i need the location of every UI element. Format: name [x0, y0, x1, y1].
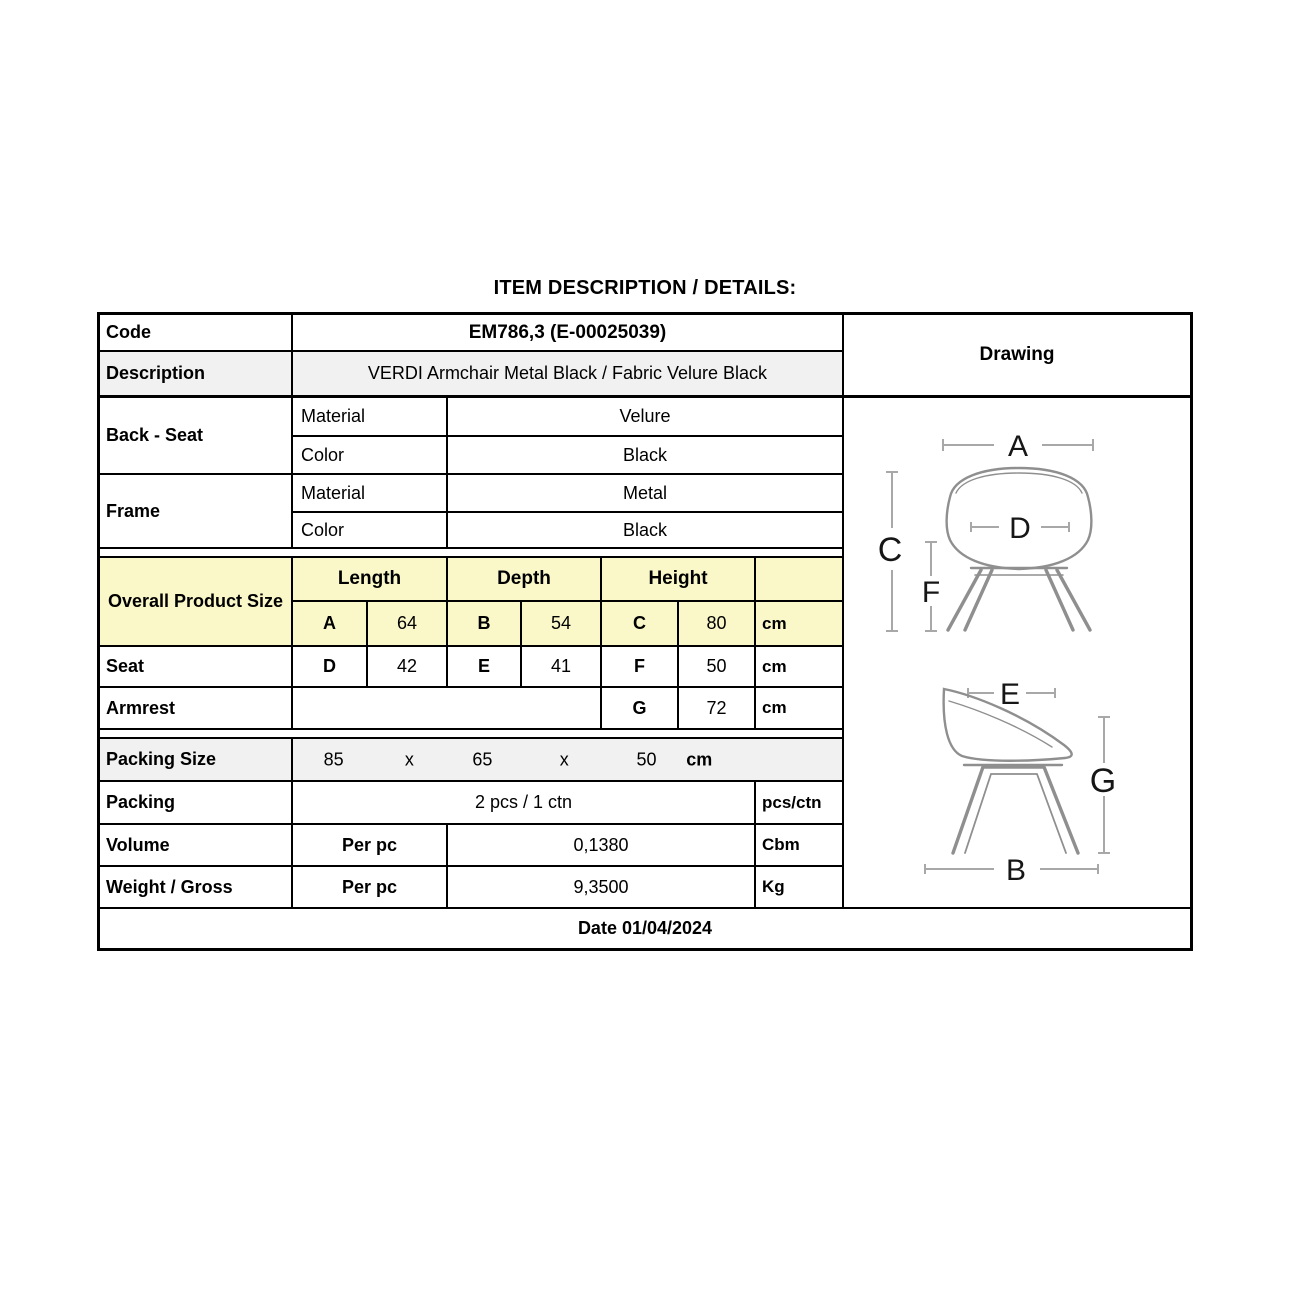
- armrest-blank: [293, 688, 602, 730]
- dim-label-c: C: [877, 531, 903, 569]
- frame-material-value: Metal: [448, 475, 844, 513]
- seat-length-value: 42: [368, 647, 448, 688]
- back-seat-material-value: Velure: [448, 398, 844, 437]
- packing-size-sep2: x: [559, 749, 569, 769]
- chair-drawing: [844, 398, 1188, 907]
- date-row: Date 01/04/2024: [100, 909, 1190, 948]
- seat-unit: cm: [756, 647, 844, 688]
- overall-height-key: C: [602, 602, 679, 647]
- chair-side-sketch: [944, 689, 1078, 853]
- depth-header: Depth: [448, 558, 602, 602]
- back-seat-color-value: Black: [448, 437, 844, 475]
- weight-unit: Kg: [756, 867, 844, 909]
- frame-label: Frame: [100, 475, 293, 549]
- weight-value: 9,3500: [448, 867, 756, 909]
- armrest-label: Armrest: [100, 688, 293, 730]
- seat-label: Seat: [100, 647, 293, 688]
- seat-length-key: D: [293, 647, 368, 688]
- armrest-height-value: 72: [679, 688, 756, 730]
- overall-depth-key: B: [448, 602, 522, 647]
- armrest-unit: cm: [756, 688, 844, 730]
- packing-label: Packing: [100, 782, 293, 825]
- dim-label-f: F: [921, 576, 941, 609]
- back-seat-label: Back - Seat: [100, 398, 293, 475]
- length-header: Length: [293, 558, 448, 602]
- overall-depth-value: 54: [522, 602, 602, 647]
- section-spacer: [100, 549, 844, 558]
- armrest-height-key: G: [602, 688, 679, 730]
- seat-depth-key: E: [448, 647, 522, 688]
- chair-front-sketch: [947, 468, 1092, 630]
- seat-height-value: 50: [679, 647, 756, 688]
- description-value: VERDI Armchair Metal Black / Fabric Velure Black: [293, 352, 844, 398]
- overall-size-label: Overall Product Size: [100, 558, 293, 647]
- overall-height-value: 80: [679, 602, 756, 647]
- frame-color-label: Color: [293, 513, 448, 549]
- packing-size-unit: cm: [686, 749, 713, 769]
- packing-size-label: Packing Size: [100, 739, 293, 782]
- packing-size-length: 85: [323, 749, 344, 769]
- height-header: Height: [602, 558, 756, 602]
- drawing-area: [844, 398, 1190, 909]
- dim-label-g: G: [1089, 762, 1117, 800]
- frame-material-label: Material: [293, 475, 448, 513]
- dim-label-e: E: [999, 678, 1021, 711]
- weight-basis: Per pc: [293, 867, 448, 909]
- overall-length-key: A: [293, 602, 368, 647]
- dim-label-d: D: [1009, 512, 1031, 545]
- volume-label: Volume: [100, 825, 293, 867]
- back-seat-color-label: Color: [293, 437, 448, 475]
- code-label: Code: [100, 315, 293, 352]
- description-label: Description: [100, 352, 293, 398]
- page-title: ITEM DESCRIPTION / DETAILS:: [493, 277, 797, 299]
- frame-color-value: Black: [448, 513, 844, 549]
- weight-label: Weight / Gross: [100, 867, 293, 909]
- item-details-table: [97, 312, 1193, 951]
- packing-size-sep1: x: [404, 749, 414, 769]
- packing-size-value: [293, 739, 844, 782]
- back-seat-material-label: Material: [293, 398, 448, 437]
- dim-label-a: A: [1007, 430, 1029, 463]
- code-value: EM786,3 (E-00025039): [293, 315, 844, 352]
- packing-unit: pcs/ctn: [756, 782, 844, 825]
- volume-basis: Per pc: [293, 825, 448, 867]
- seat-height-key: F: [602, 647, 679, 688]
- packing-value: 2 pcs / 1 ctn: [293, 782, 756, 825]
- overall-length-value: 64: [368, 602, 448, 647]
- dim-label-b: B: [1005, 854, 1027, 887]
- section-spacer: [100, 730, 844, 739]
- overall-unit: cm: [756, 602, 844, 647]
- volume-unit: Cbm: [756, 825, 844, 867]
- drawing-header: Drawing: [844, 315, 1190, 398]
- size-header-blank: [756, 558, 844, 602]
- seat-depth-value: 41: [522, 647, 602, 688]
- volume-value: 0,1380: [448, 825, 756, 867]
- packing-size-height: 50: [636, 749, 657, 769]
- packing-size-depth: 65: [472, 749, 493, 769]
